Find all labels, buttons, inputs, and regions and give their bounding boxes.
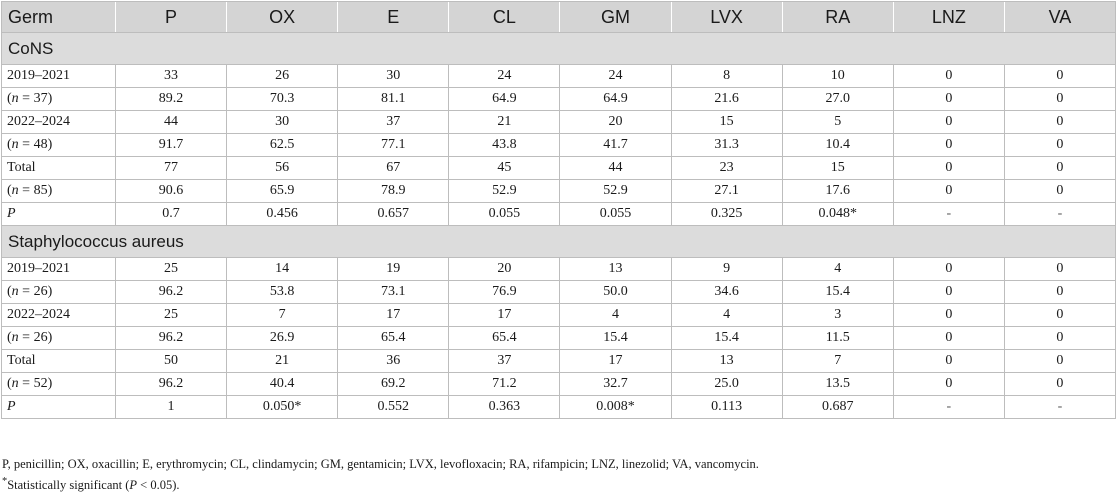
cell-cl: 71.2 bbox=[449, 373, 560, 396]
abbreviations-footnote: P, penicillin; OX, oxacillin; E, erythromycin; CL, clindamycin; GM, gentamicin; LVX, levofloxacin; RA, rifampicin; LNZ, linezolid; VA, vancomycin. bbox=[2, 457, 759, 471]
cell-lnz: 0 bbox=[893, 111, 1004, 134]
cell-e: 37 bbox=[338, 111, 449, 134]
row-label bbox=[2, 373, 116, 396]
row-label-prefix: ( bbox=[7, 376, 12, 391]
cell-ox: 56 bbox=[227, 157, 338, 180]
cell-cl: 17 bbox=[449, 304, 560, 327]
table-footnotes bbox=[2, 455, 1112, 494]
section-row bbox=[2, 33, 1116, 65]
cell-va: 0 bbox=[1004, 65, 1115, 88]
cell-e: 73.1 bbox=[338, 281, 449, 304]
row-label-symbol: n bbox=[11, 183, 19, 198]
cell-lvx: 23 bbox=[671, 157, 782, 180]
cell-lvx: 9 bbox=[671, 258, 782, 281]
column-header-p: P bbox=[116, 2, 227, 33]
cell-va: 0 bbox=[1004, 88, 1115, 111]
significance-text-post: < 0.05). bbox=[137, 478, 180, 493]
cell-lvx: 25.0 bbox=[671, 373, 782, 396]
cell-cl: 76.9 bbox=[449, 281, 560, 304]
cell-va: 0 bbox=[1004, 373, 1115, 396]
cell-ra: 0.048* bbox=[782, 203, 893, 226]
column-header-lnz: LNZ bbox=[893, 2, 1004, 33]
cell-lvx: 8 bbox=[671, 65, 782, 88]
row-label-suffix: = 37) bbox=[18, 91, 53, 106]
table-row bbox=[2, 304, 1116, 327]
cell-e: 17 bbox=[338, 304, 449, 327]
cell-e: 77.1 bbox=[338, 134, 449, 157]
significance-text-pre: Statistically significant ( bbox=[7, 478, 130, 493]
cell-va: 0 bbox=[1004, 281, 1115, 304]
cell-gm: 13 bbox=[560, 258, 671, 281]
cell-lnz: 0 bbox=[893, 88, 1004, 111]
row-label-symbol: P bbox=[7, 206, 16, 221]
resistance-table bbox=[1, 1, 1116, 419]
cell-gm: 0.008* bbox=[560, 396, 671, 419]
cell-gm: 52.9 bbox=[560, 180, 671, 203]
cell-gm: 50.0 bbox=[560, 281, 671, 304]
cell-lvx: 27.1 bbox=[671, 180, 782, 203]
cell-gm: 41.7 bbox=[560, 134, 671, 157]
cell-va: 0 bbox=[1004, 157, 1115, 180]
cell-p: 50 bbox=[116, 350, 227, 373]
cell-ox: 14 bbox=[227, 258, 338, 281]
cell-ra: 15 bbox=[782, 157, 893, 180]
cell-gm: 44 bbox=[560, 157, 671, 180]
significance-p-symbol: P bbox=[129, 478, 138, 493]
cell-ra: 7 bbox=[782, 350, 893, 373]
cell-gm: 4 bbox=[560, 304, 671, 327]
cell-lnz: 0 bbox=[893, 327, 1004, 350]
cell-ox: 70.3 bbox=[227, 88, 338, 111]
cell-lnz: 0 bbox=[893, 373, 1004, 396]
cell-cl: 37 bbox=[449, 350, 560, 373]
row-label: 2022–2024 bbox=[2, 304, 116, 327]
cell-cl: 20 bbox=[449, 258, 560, 281]
cell-va: - bbox=[1004, 203, 1115, 226]
cell-lnz: 0 bbox=[893, 281, 1004, 304]
cell-p: 77 bbox=[116, 157, 227, 180]
cell-p: 91.7 bbox=[116, 134, 227, 157]
row-label-symbol: n bbox=[11, 376, 19, 391]
table-row bbox=[2, 180, 1116, 203]
cell-ra: 4 bbox=[782, 258, 893, 281]
row-label: 2019–2021 bbox=[2, 65, 116, 88]
table-row bbox=[2, 396, 1116, 419]
table-row bbox=[2, 157, 1116, 180]
header-row bbox=[2, 2, 1116, 33]
cell-va: 0 bbox=[1004, 327, 1115, 350]
cell-lvx: 13 bbox=[671, 350, 782, 373]
section-title: Staphylococcus aureus bbox=[2, 226, 1116, 258]
cell-cl: 43.8 bbox=[449, 134, 560, 157]
cell-ra: 13.5 bbox=[782, 373, 893, 396]
significance-footnote bbox=[2, 473, 1112, 494]
cell-p: 90.6 bbox=[116, 180, 227, 203]
cell-p: 33 bbox=[116, 65, 227, 88]
cell-e: 65.4 bbox=[338, 327, 449, 350]
cell-gm: 15.4 bbox=[560, 327, 671, 350]
cell-cl: 52.9 bbox=[449, 180, 560, 203]
cell-p: 0.7 bbox=[116, 203, 227, 226]
row-label-suffix: = 48) bbox=[18, 137, 53, 152]
section-title: CoNS bbox=[2, 33, 1116, 65]
row-label bbox=[2, 203, 116, 226]
cell-lnz: 0 bbox=[893, 350, 1004, 373]
column-header-va: VA bbox=[1004, 2, 1115, 33]
cell-ox: 40.4 bbox=[227, 373, 338, 396]
cell-ox: 0.050* bbox=[227, 396, 338, 419]
cell-lvx: 0.325 bbox=[671, 203, 782, 226]
row-label-symbol: n bbox=[11, 284, 19, 299]
table-row bbox=[2, 65, 1116, 88]
cell-va: 0 bbox=[1004, 134, 1115, 157]
cell-ra: 27.0 bbox=[782, 88, 893, 111]
row-label-prefix: ( bbox=[7, 137, 12, 152]
cell-p: 25 bbox=[116, 258, 227, 281]
row-label-suffix: = 85) bbox=[18, 183, 53, 198]
cell-lnz: - bbox=[893, 396, 1004, 419]
cell-p: 96.2 bbox=[116, 327, 227, 350]
table-row bbox=[2, 258, 1116, 281]
cell-va: 0 bbox=[1004, 111, 1115, 134]
row-label: 2022–2024 bbox=[2, 111, 116, 134]
row-label-suffix: = 26) bbox=[18, 330, 53, 345]
row-label bbox=[2, 88, 116, 111]
cell-lvx: 34.6 bbox=[671, 281, 782, 304]
row-label: Total bbox=[2, 350, 116, 373]
cell-lvx: 4 bbox=[671, 304, 782, 327]
column-header-ra: RA bbox=[782, 2, 893, 33]
cell-lnz: 0 bbox=[893, 180, 1004, 203]
cell-ra: 0.687 bbox=[782, 396, 893, 419]
row-label bbox=[2, 180, 116, 203]
row-label-symbol: n bbox=[11, 137, 19, 152]
row-label: Total bbox=[2, 157, 116, 180]
cell-cl: 0.055 bbox=[449, 203, 560, 226]
row-label-prefix: ( bbox=[7, 183, 12, 198]
table-row bbox=[2, 281, 1116, 304]
cell-va: 0 bbox=[1004, 180, 1115, 203]
cell-ra: 3 bbox=[782, 304, 893, 327]
cell-ox: 0.456 bbox=[227, 203, 338, 226]
cell-ox: 30 bbox=[227, 111, 338, 134]
cell-cl: 45 bbox=[449, 157, 560, 180]
row-label-symbol: n bbox=[11, 330, 19, 345]
cell-va: - bbox=[1004, 396, 1115, 419]
row-label-suffix: = 26) bbox=[18, 284, 53, 299]
cell-p: 1 bbox=[116, 396, 227, 419]
row-label-suffix: = 52) bbox=[18, 376, 53, 391]
cell-gm: 64.9 bbox=[560, 88, 671, 111]
cell-lvx: 0.113 bbox=[671, 396, 782, 419]
cell-ox: 53.8 bbox=[227, 281, 338, 304]
cell-p: 96.2 bbox=[116, 373, 227, 396]
cell-va: 0 bbox=[1004, 304, 1115, 327]
row-label bbox=[2, 281, 116, 304]
cell-cl: 64.9 bbox=[449, 88, 560, 111]
cell-e: 69.2 bbox=[338, 373, 449, 396]
cell-ox: 7 bbox=[227, 304, 338, 327]
table-row bbox=[2, 327, 1116, 350]
cell-ra: 17.6 bbox=[782, 180, 893, 203]
cell-ox: 26 bbox=[227, 65, 338, 88]
cell-ra: 11.5 bbox=[782, 327, 893, 350]
cell-gm: 0.055 bbox=[560, 203, 671, 226]
cell-ox: 26.9 bbox=[227, 327, 338, 350]
cell-lnz: 0 bbox=[893, 304, 1004, 327]
cell-lvx: 21.6 bbox=[671, 88, 782, 111]
row-label-symbol: P bbox=[7, 399, 16, 414]
column-header-cl: CL bbox=[449, 2, 560, 33]
cell-lnz: 0 bbox=[893, 157, 1004, 180]
cell-gm: 32.7 bbox=[560, 373, 671, 396]
cell-lvx: 31.3 bbox=[671, 134, 782, 157]
cell-ra: 10.4 bbox=[782, 134, 893, 157]
cell-gm: 24 bbox=[560, 65, 671, 88]
table-row bbox=[2, 88, 1116, 111]
cell-e: 78.9 bbox=[338, 180, 449, 203]
cell-ox: 21 bbox=[227, 350, 338, 373]
significance-mark: * bbox=[2, 476, 8, 487]
cell-va: 0 bbox=[1004, 350, 1115, 373]
table-row bbox=[2, 373, 1116, 396]
cell-e: 0.657 bbox=[338, 203, 449, 226]
cell-cl: 0.363 bbox=[449, 396, 560, 419]
table-row bbox=[2, 203, 1116, 226]
row-label bbox=[2, 134, 116, 157]
row-label bbox=[2, 396, 116, 419]
cell-lnz: 0 bbox=[893, 134, 1004, 157]
row-label-prefix: ( bbox=[7, 284, 12, 299]
cell-e: 36 bbox=[338, 350, 449, 373]
row-label-prefix: ( bbox=[7, 91, 12, 106]
cell-lvx: 15.4 bbox=[671, 327, 782, 350]
cell-va: 0 bbox=[1004, 258, 1115, 281]
cell-cl: 65.4 bbox=[449, 327, 560, 350]
cell-e: 30 bbox=[338, 65, 449, 88]
row-label bbox=[2, 327, 116, 350]
cell-ra: 10 bbox=[782, 65, 893, 88]
table-row bbox=[2, 134, 1116, 157]
column-header-ox: OX bbox=[227, 2, 338, 33]
cell-gm: 17 bbox=[560, 350, 671, 373]
cell-lnz: 0 bbox=[893, 65, 1004, 88]
cell-lnz: 0 bbox=[893, 258, 1004, 281]
cell-p: 89.2 bbox=[116, 88, 227, 111]
cell-lvx: 15 bbox=[671, 111, 782, 134]
cell-p: 96.2 bbox=[116, 281, 227, 304]
cell-lnz: - bbox=[893, 203, 1004, 226]
table-row bbox=[2, 111, 1116, 134]
table-body bbox=[2, 33, 1116, 419]
cell-gm: 20 bbox=[560, 111, 671, 134]
row-label-prefix: ( bbox=[7, 330, 12, 345]
cell-cl: 24 bbox=[449, 65, 560, 88]
column-header-e: E bbox=[338, 2, 449, 33]
cell-p: 25 bbox=[116, 304, 227, 327]
section-row bbox=[2, 226, 1116, 258]
cell-ra: 15.4 bbox=[782, 281, 893, 304]
column-header-lvx: LVX bbox=[671, 2, 782, 33]
cell-p: 44 bbox=[116, 111, 227, 134]
cell-e: 67 bbox=[338, 157, 449, 180]
cell-ox: 62.5 bbox=[227, 134, 338, 157]
cell-e: 81.1 bbox=[338, 88, 449, 111]
cell-e: 0.552 bbox=[338, 396, 449, 419]
cell-ox: 65.9 bbox=[227, 180, 338, 203]
table-row bbox=[2, 350, 1116, 373]
cell-ra: 5 bbox=[782, 111, 893, 134]
column-header-germ: Germ bbox=[2, 2, 116, 33]
cell-e: 19 bbox=[338, 258, 449, 281]
column-header-gm: GM bbox=[560, 2, 671, 33]
cell-cl: 21 bbox=[449, 111, 560, 134]
row-label-symbol: n bbox=[11, 91, 19, 106]
row-label: 2019–2021 bbox=[2, 258, 116, 281]
